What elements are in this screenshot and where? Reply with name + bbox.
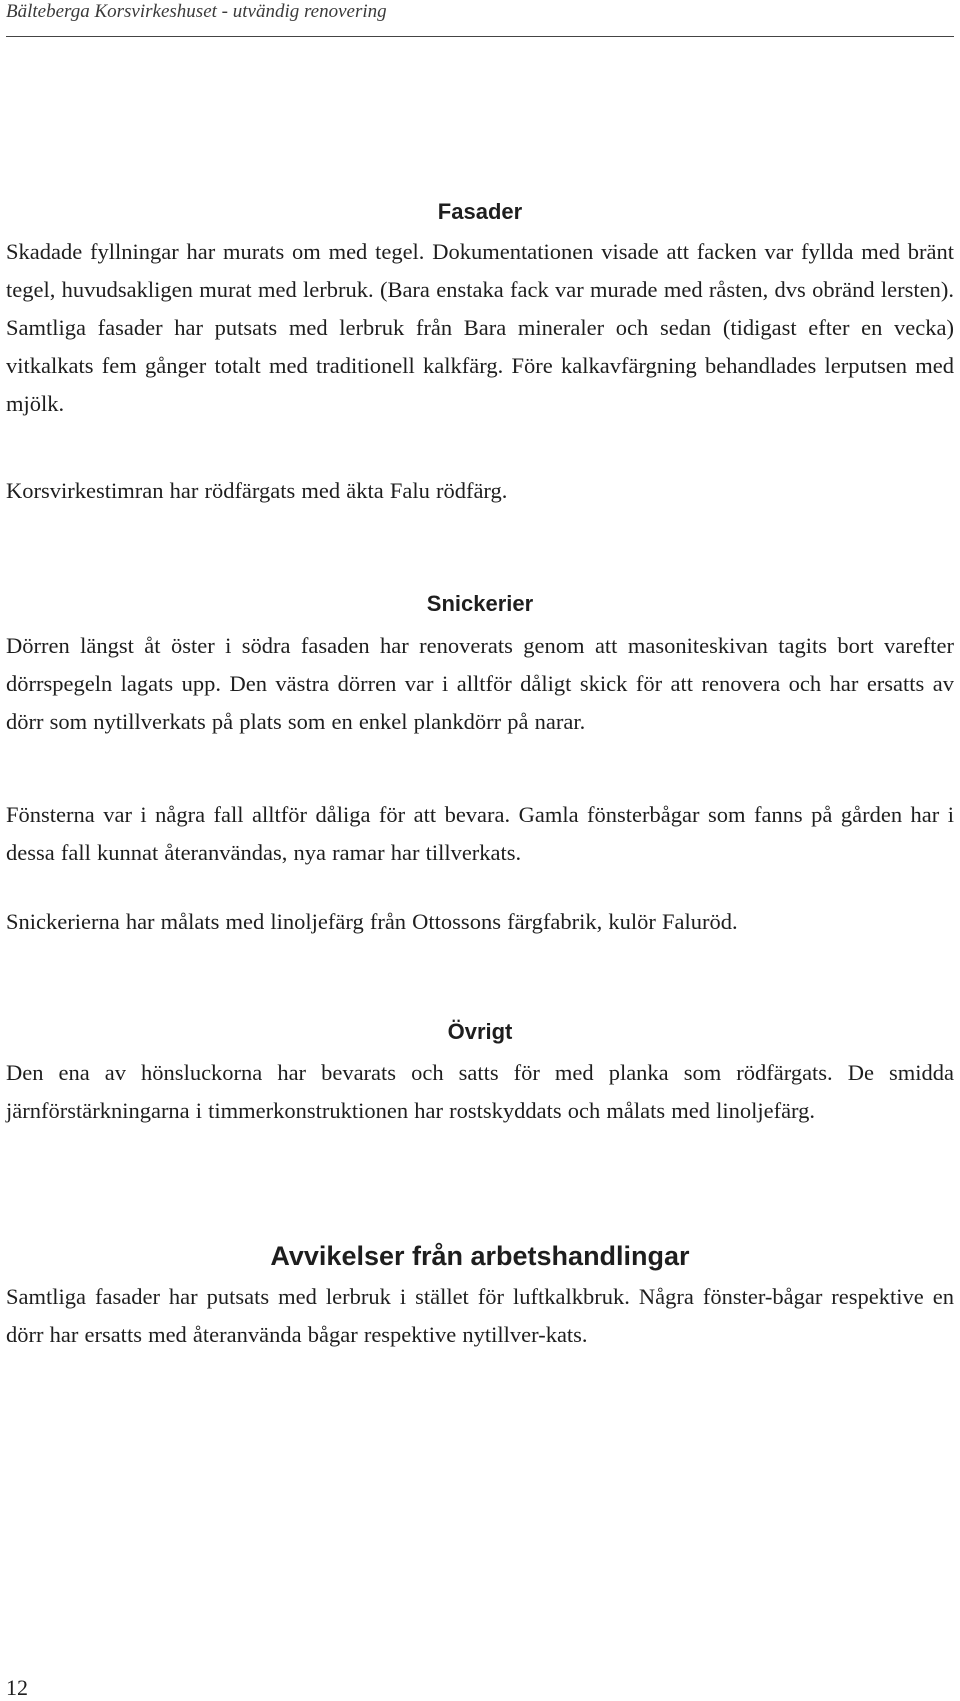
paragraph-snickerier-1: Dörren längst åt öster i södra fasaden har renoverats genom att masoniteskivan tagits bort varefter dörrspegeln lagats upp. Den västra dörren var i alltför dåligt skick för att renovera och har ersatts av dörr som nytillverkats på plats som en enkel plankdörr på narar. (6, 633, 954, 734)
section-heading-ovrigt: Övrigt (447, 1019, 513, 1044)
section-heading-avvikelser: Avvikelser från arbetshandlingar (270, 1241, 690, 1271)
section-heading-snickerier: Snickerier (426, 591, 534, 616)
running-header-title: Bälteberga Korsvirkeshuset - utvändig renovering (6, 1, 387, 22)
paragraph-snickerier-3: Snickerierna har målats med linoljefärg från Ottossons färgfabrik, kulör Faluröd. (6, 909, 738, 934)
paragraph-snickerier-2: Fönsterna var i några fall alltför dåliga för att bevara. Gamla fönsterbågar som fanns på gården har i dessa fall kunnat återanvändas, nya ramar har tillverkats. (6, 802, 954, 865)
paragraph-ovrigt-1: Den ena av hönsluckorna har bevarats och satts för med planka som rödfärgats. De smidda järnförstärkningarna i timmerkonstruktionen har rostskyddats och målats med linoljefärg. (6, 1060, 954, 1123)
paragraph-fasader-1: Skadade fyllningar har murats om med tegel. Dokumentationen visade att facken var fyllda med bränt tegel, huvudsakligen murat med lerbruk. (Bara enstaka fack var murade med råsten, dvs obränd lersten). Samtliga fasader har putsats med lerbruk från Bara mineraler och sedan (tidigast efter en vecka) vitkalkats fem gånger totalt med traditionell kalkfärg. Före kalkavfärgning behandlades lerputsen med mjölk. (6, 239, 954, 416)
page-number: 12 (6, 1675, 28, 1700)
paragraph-avvikelser-1: Samtliga fasader har putsats med lerbruk i stället för luftkalkbruk. Några fönster-bågar respektive en dörr har ersatts med återanvända bågar respektive nytillver-kats. (6, 1284, 954, 1347)
section-heading-fasader: Fasader (437, 199, 523, 224)
running-header (6, 0, 954, 37)
paragraph-fasader-2: Korsvirkestimran har rödfärgats med äkta Falu rödfärg. (6, 478, 508, 503)
